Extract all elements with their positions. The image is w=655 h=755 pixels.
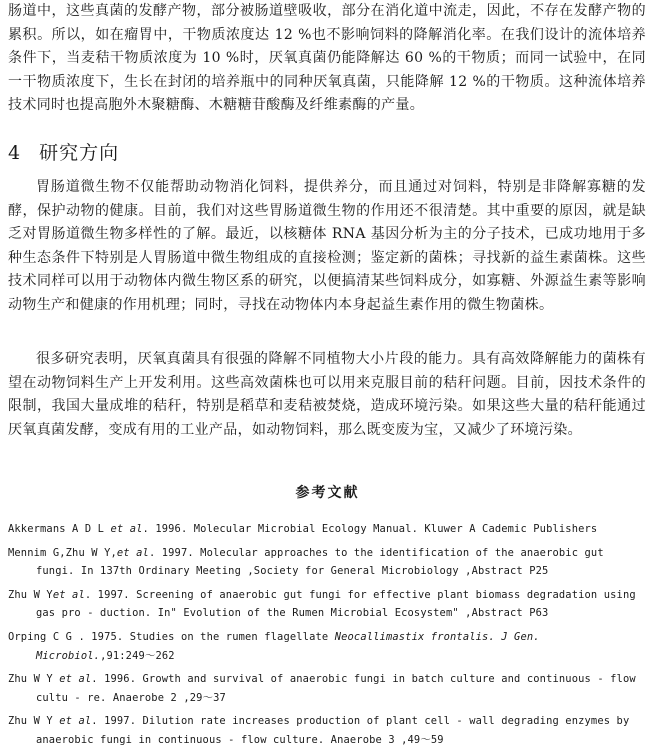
reference-item bbox=[8, 712, 648, 749]
reference-details: . 1996. Molecular Microbial Ecology Manual. Kluwer A Cademic Publishers bbox=[142, 523, 598, 535]
section-title: 研究方向 bbox=[39, 142, 120, 164]
paragraph-continuation: 肠道中，这些真菌的发酵产物，部分被肠道壁吸收，部分在消化道中流走，因此，不存在发酵产物的累积。所以，如在瘤胃中，干物质浓度达 12 %也不影响饲料的降解消化率。在我们设计的流体培养条件下，当麦秸干物质浓度为 10 %时，厌氧真菌仍能降解达 60 %的干物质；而同一试验中，在同一干物质浓度下，生长在封闭的培养瓶中的同种厌氧真菌，只能降解 12 %的干物质。这种流体培养技术同时也提高胞外木聚糖酶、木糖糖苷酸酶及纤维素酶的产量。 bbox=[8, 3, 646, 113]
reference-item bbox=[8, 520, 648, 539]
references-list bbox=[8, 520, 648, 755]
reference-etal: et al bbox=[110, 523, 143, 535]
reference-details: . 1997. Dilution rate increases production of plant cell - wall degrading enzymes by anaerobic fungi in continuous - flow culture. Anaerobe 3 ,49～59 bbox=[36, 715, 630, 746]
paragraph-research-1: 胃肠道微生物不仅能帮助动物消化饲料，提供养分，而且通过对饲料，特别是非降解寡糖的发酵，保护动物的健康。目前，我们对这些胃肠道微生物的作用还不很清楚。其中重要的原因，就是缺乏对胃肠道微生物多样性的了解。最近，以核糖体 RNA 基因分析为主的分子技术，已成功地用于多种生态条件下特别是人胃肠道中微生物组成的直接检测；鉴定新的菌株；寻找新的益生素菌株。这些技术同样可以用于动物体内微生物区系的研究，以便搞清某些饲料成分，如寡糖、外源益生素等影响动物生产和健康的作用机理；同时，寻找在动物体内本身起益生素作用的微生物菌株。 bbox=[8, 179, 646, 313]
reference-etal: et al bbox=[52, 588, 85, 601]
reference-details: . 1997. Screening of anaerobic gut fungi for effective plant biomass degradation using gas pro - duction. In" Evolution of the Rumen Microbial Ecosystem" ,Abstract P63 bbox=[36, 588, 636, 620]
reference-authors: Akkermans A D L bbox=[8, 523, 111, 535]
reference-details: ,91:249～262 bbox=[100, 649, 175, 662]
reference-etal: et al bbox=[116, 546, 149, 559]
reference-item bbox=[8, 670, 648, 707]
reference-item bbox=[8, 586, 648, 623]
reference-authors: Orping C G . 1975. Studies on the rumen flagellate bbox=[8, 630, 335, 643]
reference-authors: Zhu W Y bbox=[8, 715, 60, 728]
reference-authors: Zhu W Y bbox=[8, 588, 53, 601]
section-heading bbox=[8, 140, 119, 166]
reference-item bbox=[8, 628, 648, 665]
reference-etal: et al bbox=[59, 715, 92, 728]
reference-journal: Neocallimastix frontalis. J Gen. Microbiol. bbox=[36, 630, 540, 662]
references-title: 参考文献 bbox=[295, 485, 360, 501]
reference-details: . 1997. Molecular approaches to the identification of the anaerobic gut fungi. In 137th Ordinary Meeting ,Society for General Microbiology ,Abstract P25 bbox=[36, 546, 604, 578]
section-number: 4 bbox=[8, 142, 22, 164]
reference-etal: et al bbox=[59, 673, 92, 686]
reference-authors: Mennim G,Zhu W Y, bbox=[8, 546, 117, 559]
reference-authors: Zhu W Y bbox=[8, 673, 60, 686]
reference-details: . 1996. Growth and survival of anaerobic fungi in batch culture and continuous - flow cultu - re. Anaerobe 2 ,29～37 bbox=[36, 673, 636, 704]
paragraph-research-2: 很多研究表明，厌氧真菌具有很强的降解不同植物大小片段的能力。具有高效降解能力的菌株有望在动物饲料生产上开发利用。这些高效菌株也可以用来克服目前的秸秆问题。目前，因技术条件的限制，我国大量成堆的秸秆，特别是稻草和麦秸被焚烧，造成环境污染。如果这些大量的秸秆能通过厌氧真菌发酵，变成有用的工业产品，如动物饲料，那么既变废为宝，又减少了环境污染。 bbox=[8, 351, 646, 438]
reference-item bbox=[8, 544, 648, 581]
